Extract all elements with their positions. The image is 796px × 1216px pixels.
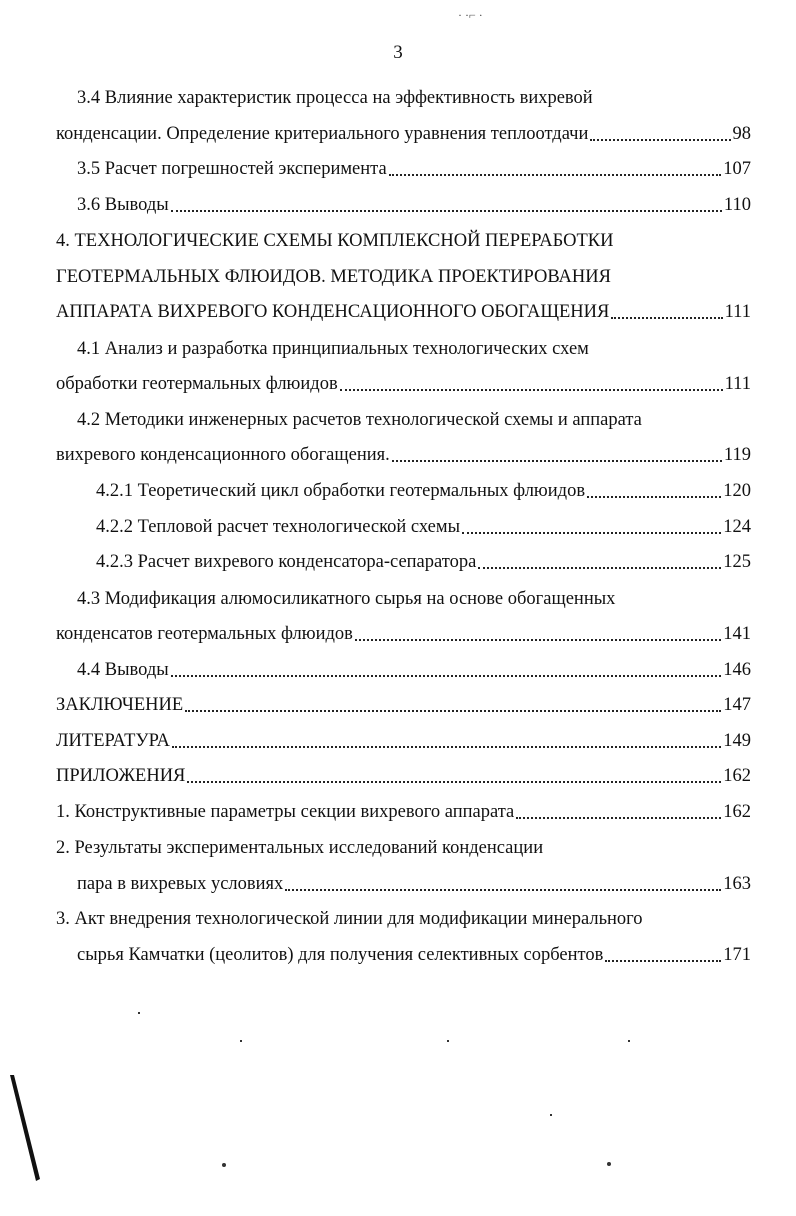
toc-line bbox=[77, 336, 589, 362]
leader-dots bbox=[171, 210, 722, 212]
toc-page-number: 98 bbox=[732, 124, 751, 144]
scan-speck bbox=[138, 1012, 140, 1014]
leader-dots bbox=[185, 710, 721, 712]
toc-entry-text: конденсатов геотермальных флюидов bbox=[56, 624, 353, 644]
toc-entry-text: 4.2.2 Тепловой расчет технологической схемы bbox=[96, 517, 461, 537]
toc-line bbox=[96, 514, 751, 540]
toc-line bbox=[56, 763, 751, 789]
toc-line bbox=[56, 299, 751, 325]
scan-speck bbox=[628, 1040, 630, 1042]
toc-line bbox=[56, 442, 751, 468]
scan-speck bbox=[550, 1114, 552, 1116]
scan-speck bbox=[447, 1040, 449, 1042]
toc-line bbox=[77, 192, 751, 218]
toc-entry-text: 3.5 Расчет погрешностей эксперимента bbox=[77, 159, 387, 179]
leader-dots bbox=[611, 317, 722, 319]
toc-entry-text: 4.1 Анализ и разработка принципиальных технологических схем bbox=[77, 339, 589, 359]
page-number: 3 bbox=[393, 42, 403, 63]
toc-line bbox=[56, 121, 751, 147]
leader-dots bbox=[187, 781, 721, 783]
toc-line bbox=[77, 942, 751, 968]
toc-page-number: 110 bbox=[723, 195, 751, 215]
toc-entry-text: 2. Результаты экспериментальных исследований конденсации bbox=[56, 838, 544, 858]
toc-line bbox=[56, 371, 751, 397]
toc-page-number: 120 bbox=[723, 481, 751, 501]
leader-dots bbox=[355, 639, 721, 641]
toc-line bbox=[56, 799, 751, 825]
toc-line bbox=[56, 228, 613, 254]
toc-entry-text: 4.4 Выводы bbox=[77, 660, 169, 680]
toc-entry-text: 3.6 Выводы bbox=[77, 195, 169, 215]
toc-entry-text: 4.2 Методики инженерных расчетов технологической схемы и аппарата bbox=[77, 410, 642, 430]
toc-line bbox=[77, 586, 615, 612]
toc-entry-text: ГЕОТЕРМАЛЬНЫХ ФЛЮИДОВ. МЕТОДИКА ПРОЕКТИРОВАНИЯ bbox=[56, 267, 611, 287]
leader-dots bbox=[478, 567, 721, 569]
toc-entry-text: 3.4 Влияние характеристик процесса на эффективность вихревой bbox=[77, 88, 593, 108]
toc-line bbox=[77, 85, 593, 111]
leader-dots bbox=[605, 960, 721, 962]
toc-entry-text: ЗАКЛЮЧЕНИЕ bbox=[56, 695, 184, 715]
leader-dots bbox=[516, 817, 721, 819]
toc-line bbox=[77, 407, 642, 433]
toc-entry-text: вихревого конденсационного обогащения. bbox=[56, 445, 390, 465]
leader-dots bbox=[389, 174, 722, 176]
toc-page-number: 147 bbox=[723, 695, 751, 715]
toc-line bbox=[56, 621, 751, 647]
toc-line bbox=[77, 156, 751, 182]
leader-dots bbox=[285, 889, 721, 891]
toc-page-number: 163 bbox=[723, 874, 751, 894]
toc-entry-text: конденсации. Определение критериального уравнения теплоотдачи bbox=[56, 124, 589, 144]
toc-line bbox=[56, 692, 751, 718]
toc-page-number: 119 bbox=[723, 445, 751, 465]
toc-page-number: 111 bbox=[724, 302, 751, 322]
toc-entry-text: пара в вихревых условиях bbox=[77, 874, 284, 894]
toc-line bbox=[96, 478, 751, 504]
toc-entry-text: АППАРАТА ВИХРЕВОГО КОНДЕНСАЦИОННОГО ОБОГАЩЕНИЯ bbox=[56, 302, 610, 322]
toc-page-number: 107 bbox=[723, 159, 751, 179]
toc-entry-text: ПРИЛОЖЕНИЯ bbox=[56, 766, 186, 786]
leader-dots bbox=[172, 746, 721, 748]
leader-dots bbox=[340, 389, 723, 391]
toc-entry-text: 3. Акт внедрения технологической линии для модификации минерального bbox=[56, 909, 643, 929]
toc-page-number: 111 bbox=[724, 374, 751, 394]
scan-speck bbox=[222, 1163, 226, 1167]
toc-line bbox=[56, 906, 643, 932]
scan-speck bbox=[240, 1040, 242, 1042]
toc-page-number: 162 bbox=[723, 802, 751, 822]
scan-speck bbox=[607, 1162, 611, 1166]
toc-page-number: 171 bbox=[723, 945, 751, 965]
toc-entry-text: 1. Конструктивные параметры секции вихревого аппарата bbox=[56, 802, 515, 822]
leader-dots bbox=[587, 496, 721, 498]
scan-edge-shadow bbox=[8, 1075, 42, 1185]
toc-entry-text: 4. ТЕХНОЛОГИЧЕСКИЕ СХЕМЫ КОМПЛЕКСНОЙ ПЕРЕРАБОТКИ bbox=[56, 231, 614, 251]
toc-line bbox=[56, 728, 751, 754]
leader-dots bbox=[392, 460, 722, 462]
leader-dots bbox=[590, 139, 730, 141]
toc-page-number: 146 bbox=[723, 660, 751, 680]
toc-line bbox=[77, 657, 751, 683]
toc-page-number: 141 bbox=[723, 624, 751, 644]
toc-entry-text: ЛИТЕРАТУРА bbox=[56, 731, 170, 751]
toc-page-number: 124 bbox=[723, 517, 751, 537]
toc-line bbox=[56, 835, 543, 861]
scan-artifact-mark: · ·⌐ · bbox=[458, 8, 483, 22]
toc-entry-text: сырья Камчатки (цеолитов) для получения селективных сорбентов bbox=[77, 945, 604, 965]
toc-page-number: 149 bbox=[723, 731, 751, 751]
toc-page-number: 125 bbox=[723, 552, 751, 572]
toc-page-number: 162 bbox=[723, 766, 751, 786]
toc-line bbox=[77, 871, 751, 897]
toc-entry-text: 4.2.3 Расчет вихревого конденсатора-сепаратора bbox=[96, 552, 477, 572]
leader-dots bbox=[462, 532, 721, 534]
toc-line bbox=[56, 264, 611, 290]
toc-line bbox=[96, 549, 751, 575]
leader-dots bbox=[171, 675, 722, 677]
toc-entry-text: обработки геотермальных флюидов bbox=[56, 374, 338, 394]
toc-entry-text: 4.3 Модификация алюмосиликатного сырья на основе обогащенных bbox=[77, 589, 616, 609]
toc-entry-text: 4.2.1 Теоретический цикл обработки геотермальных флюидов bbox=[96, 481, 586, 501]
